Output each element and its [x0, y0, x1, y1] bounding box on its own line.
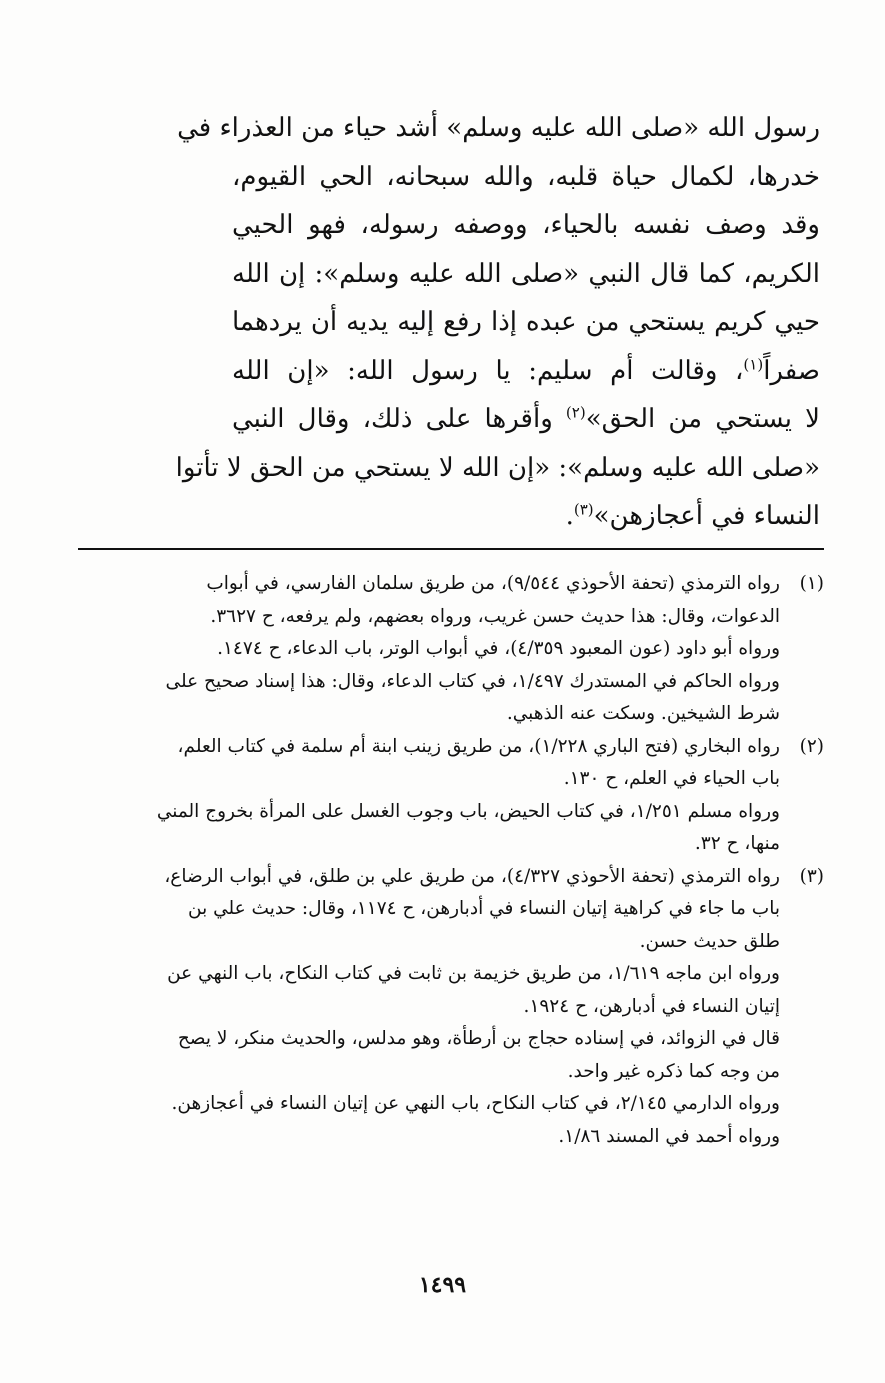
footnote-line: قال في الزوائد، في إسناده حجاج بن أرطأة، وهو مدلس، والحديث منكر، لا يصح — [177, 1028, 780, 1049]
footnote-line: شرط الشيخين. وسكت عنه الذهبي. — [506, 703, 780, 724]
footnote-2 — [78, 731, 824, 861]
footnote-1 — [78, 568, 824, 731]
main-text-line: الكريم، كما قال النبي «صلى الله عليه وسلم»: إن الله — [232, 258, 820, 289]
main-text-block — [175, 104, 820, 541]
footnote-separator — [78, 548, 824, 550]
footnote-line: ورواه ابن ماجه ١/٦١٩، من طريق خزيمة بن ثابت في كتاب النكاح، باب النهي عن — [167, 963, 780, 984]
footnote-line: باب الحياء في العلم، ح ١٣٠. — [563, 768, 780, 789]
footnote-line: ورواه مسلم ١/٢٥١، في كتاب الحيض، باب وجوب الغسل على المرأة بخروج المني — [156, 800, 780, 822]
main-text-segment: لا يستحي من الحق» — [585, 404, 820, 434]
main-text-line — [232, 492, 820, 541]
footnote-number: (٢) — [799, 735, 824, 757]
footnote-number: (١) — [799, 573, 824, 594]
footnote-line: باب ما جاء في كراهية إتيان النساء في أدبارهن، ح ١١٧٤، وقال: حديث علي بن — [187, 898, 780, 919]
footnote-line: رواه البخاري (فتح الباري ١/٢٢٨)، من طريق زينب ابنة أم سلمة في كتاب العلم، — [177, 735, 780, 757]
main-text-line: «صلى الله عليه وسلم»: «إن الله لا يستحي من الحق لا تأتوا — [175, 452, 820, 483]
footnote-line: ورواه أحمد في المسند ١/٨٦. — [558, 1125, 780, 1147]
footnote-line: إتيان النساء في أدبارهن، ح ١٩٢٤. — [523, 995, 780, 1017]
footnote-line: رواه الترمذي (تحفة الأحوذي ٤/٣٢٧)، من طريق علي بن طلق، في أبواب الرضاع، — [164, 865, 780, 887]
main-text-line: وقد وصف نفسه بالحياء، ووصفه رسوله، فهو الحيي — [232, 210, 820, 240]
footnote-line: ورواه الحاكم في المستدرك ١/٤٩٧، في كتاب الدعاء، وقال: هذا إسناد صحيح على — [165, 670, 780, 692]
main-text-line — [232, 347, 820, 396]
main-text-line: رسول الله «صلى الله عليه وسلم» أشد حياء من العذراء في — [177, 113, 820, 143]
main-text-segment: . — [565, 501, 574, 531]
footnote-ref-3[interactable]: (٣) — [573, 500, 594, 519]
main-text-line: حيي كريم يستحي من عبده إذا رفع إليه يديه أن يردهما — [232, 307, 820, 337]
footnote-line: ورواه أبو داود (عون المعبود ٤/٣٥٩)، في أبواب الوتر، باب الدعاء، ح ١٤٧٤. — [217, 638, 780, 659]
footnote-ref-2[interactable]: (٢) — [565, 403, 586, 422]
main-text-segment: ، وقالت أم سليم: يا رسول الله: «إن الله — [232, 355, 744, 386]
footnote-line: منها، ح ٣٢. — [694, 833, 780, 854]
footnote-line: من وجه كما ذكره غير واحد. — [567, 1060, 780, 1082]
footnote-line: رواه الترمذي (تحفة الأحوذي ٩/٥٤٤)، من طريق سلمان الفارسي، في أبواب — [206, 573, 780, 594]
footnote-ref-1[interactable]: (١) — [743, 354, 764, 373]
footnote-3 — [78, 861, 824, 1154]
footnote-number: (٣) — [799, 865, 824, 887]
footnote-line: ورواه الدارمي ٢/١٤٥، في كتاب النكاح، باب النهي عن إتيان النساء في أعجازهن. — [171, 1093, 780, 1114]
main-text-segment: وأقرها على ذلك، وقال النبي — [232, 404, 566, 434]
main-text-line — [232, 395, 820, 444]
main-text-line: خدرها، لكمال حياة قلبه، والله سبحانه، الحي القيوم، — [232, 161, 820, 192]
main-text-segment: صفراً — [763, 355, 820, 386]
footnote-line: الدعوات، وقال: هذا حديث حسن غريب، ورواه بعضهم، ولم يرفعه، ح ٣٦٢٧. — [210, 605, 780, 627]
page-number: ١٤٩٩ — [418, 1272, 467, 1298]
main-text-segment: النساء في أعجازهن» — [593, 501, 820, 531]
footnotes — [78, 568, 824, 1153]
footnote-line: طلق حديث حسن. — [639, 930, 780, 952]
